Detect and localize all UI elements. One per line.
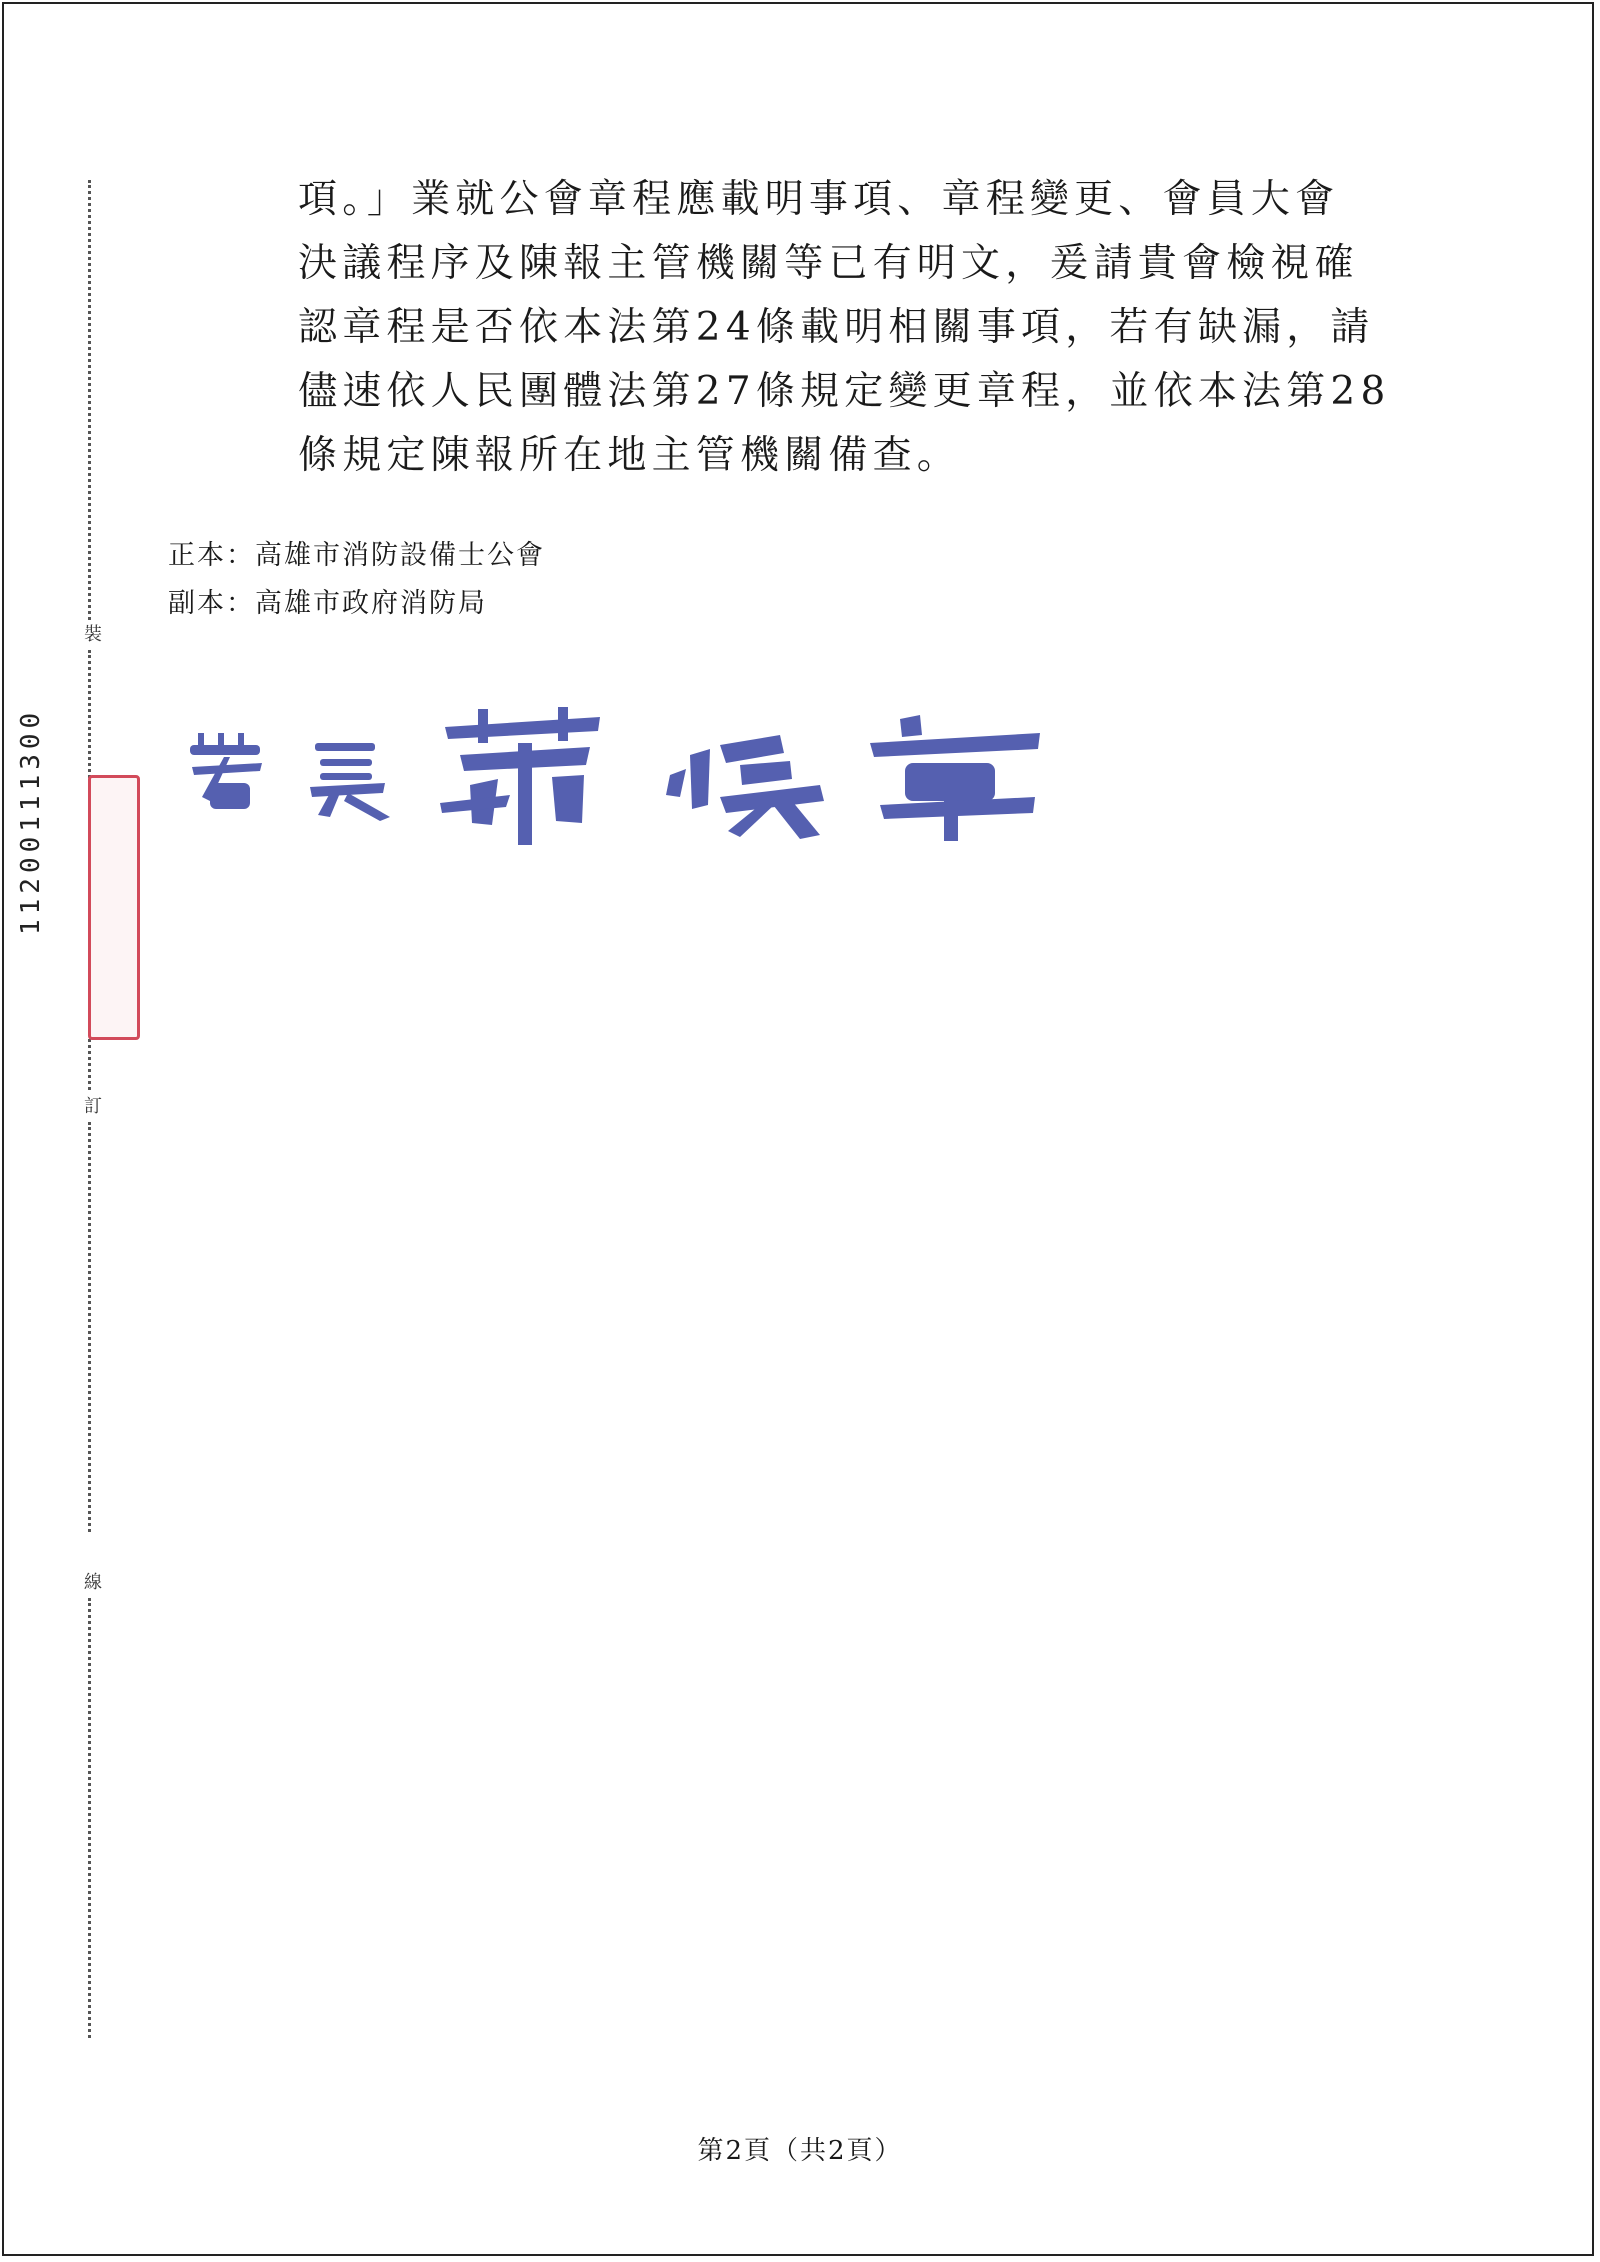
copy-recipient: 副本：高雄市政府消防局: [168, 588, 487, 619]
director-signature-seal: [180, 705, 1060, 845]
binding-dotted-line: [88, 180, 97, 620]
binding-dotted-line: [88, 1122, 97, 1532]
recipients: [168, 532, 545, 628]
body-line: 認章程是否依本法第24條載明相關事項，若有缺漏，請: [298, 305, 1375, 350]
margin-label-line: 線: [78, 1572, 108, 1594]
body-line: 儘速依人民團體法第27條規定變更章程，並依本法第28: [298, 369, 1391, 414]
seal-char-zhang: [310, 743, 390, 821]
document-number: 11200111300: [16, 707, 46, 935]
page-number: 第2頁（共2頁）: [697, 2136, 903, 2166]
margin-label-order: 訂: [78, 1096, 108, 1118]
original-recipient: 正本：高雄市消防設備士公會: [168, 540, 545, 571]
seal-char-shu: [190, 733, 262, 809]
body-line: 決議程序及陳報主管機關等已有明文，爰請貴會檢視確: [298, 241, 1359, 286]
body-line: 項。」業就公會章程應載明事項、章程變更、會員大會: [298, 177, 1340, 222]
binding-margin: [78, 180, 108, 2040]
seal-char-zhang2: [870, 715, 1040, 841]
body-line: 條規定陳報所在地主管機關備查。: [298, 433, 962, 478]
signature-strokes: [190, 707, 1040, 845]
binding-dotted-line: [88, 1598, 97, 2038]
document-body: [298, 168, 1408, 488]
margin-label-bind: 裝: [78, 624, 108, 646]
seal-char-xiao: [440, 707, 600, 845]
seal-char-huan: [666, 735, 824, 839]
received-stamp: [88, 775, 140, 1040]
